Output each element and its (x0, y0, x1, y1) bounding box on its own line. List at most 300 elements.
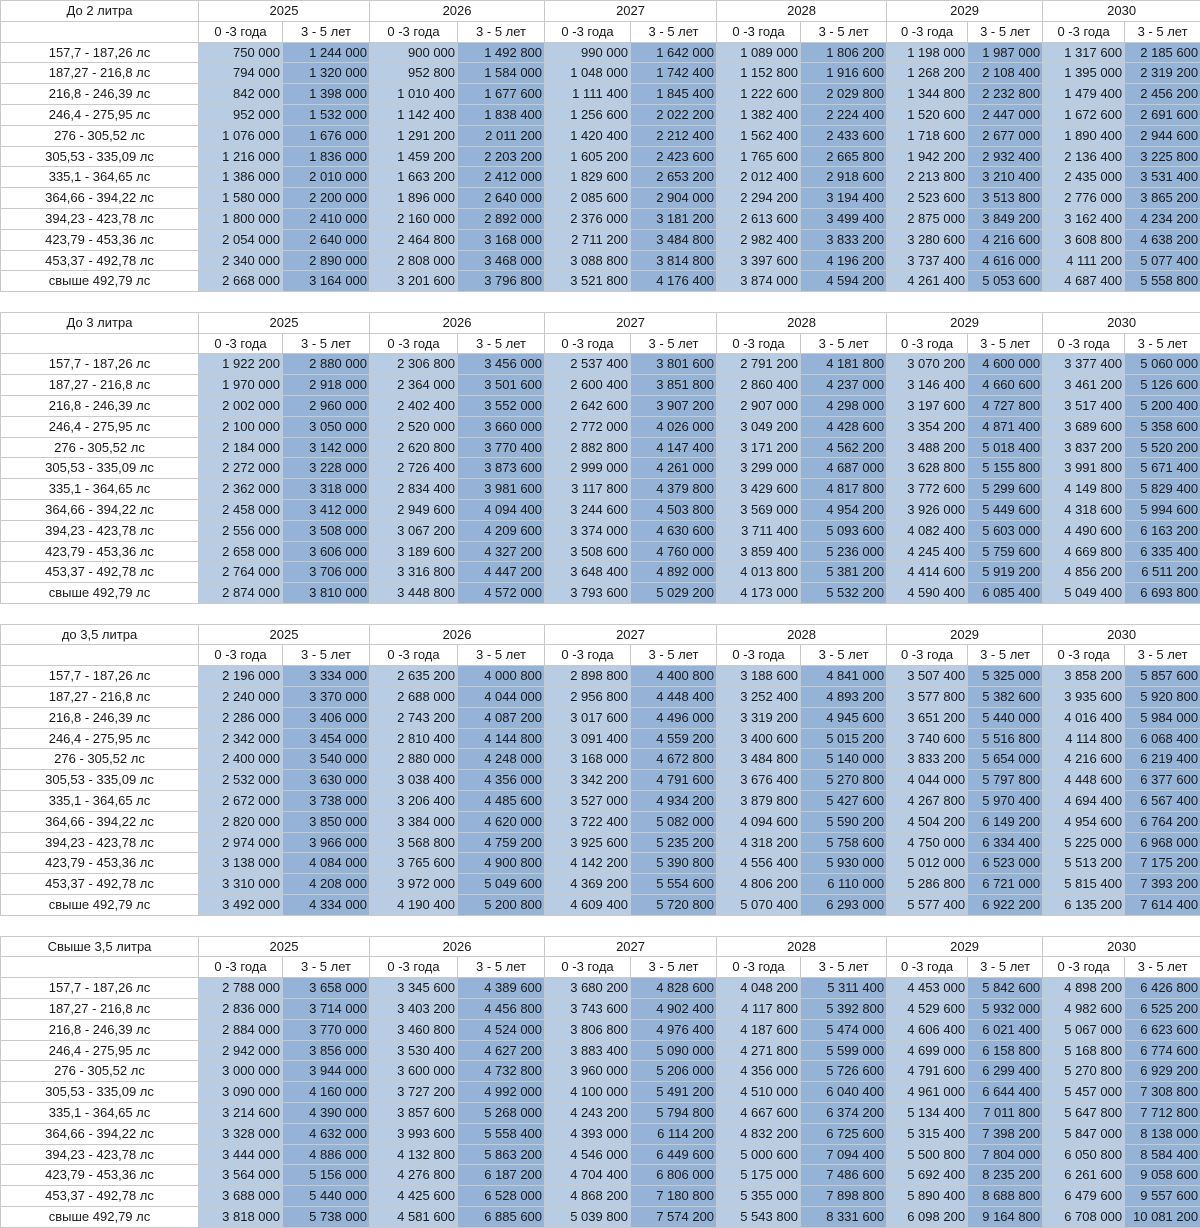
price-cell-0-3[interactable]: 3 648 400 (545, 562, 631, 583)
price-cell-0-3[interactable]: 5 286 800 (887, 874, 968, 895)
price-cell-3-5[interactable]: 6 293 000 (801, 895, 887, 916)
price-cell-0-3[interactable]: 1 562 400 (717, 125, 801, 146)
price-cell-0-3[interactable]: 2 002 000 (199, 396, 283, 417)
price-cell-0-3[interactable]: 1 111 400 (545, 84, 631, 105)
price-cell-0-3[interactable]: 3 400 600 (717, 728, 801, 749)
price-cell-0-3[interactable]: 2 875 000 (887, 208, 968, 229)
price-cell-0-3[interactable]: 1 672 600 (1043, 104, 1125, 125)
price-cell-3-5[interactable]: 5 738 000 (283, 1206, 370, 1227)
price-cell-3-5[interactable]: 4 732 800 (458, 1061, 545, 1082)
price-cell-0-3[interactable]: 2 376 000 (545, 208, 631, 229)
price-cell-0-3[interactable]: 3 508 600 (545, 541, 631, 562)
price-cell-0-3[interactable]: 2 136 400 (1043, 146, 1125, 167)
price-cell-0-3[interactable]: 3 793 600 (545, 583, 631, 604)
empty-corner-cell[interactable] (1, 333, 199, 354)
age-header-0-3[interactable]: 0 -3 года (717, 957, 801, 978)
age-header-3-5[interactable]: 3 - 5 лет (1125, 21, 1200, 42)
price-cell-0-3[interactable]: 3 991 800 (1043, 458, 1125, 479)
price-cell-3-5[interactable]: 2 904 000 (631, 188, 717, 209)
price-cell-0-3[interactable]: 4 044 000 (887, 770, 968, 791)
price-cell-3-5[interactable]: 5 200 400 (1125, 396, 1200, 417)
price-cell-3-5[interactable]: 5 532 200 (801, 583, 887, 604)
price-cell-0-3[interactable]: 2 635 200 (370, 666, 458, 687)
price-cell-3-5[interactable]: 3 484 800 (631, 229, 717, 250)
price-cell-0-3[interactable]: 2 340 000 (199, 250, 283, 271)
price-cell-3-5[interactable]: 3 406 000 (283, 707, 370, 728)
price-cell-0-3[interactable]: 3 171 200 (717, 437, 801, 458)
price-cell-0-3[interactable]: 3 197 600 (887, 396, 968, 417)
price-cell-3-5[interactable]: 2 456 200 (1125, 84, 1200, 105)
age-header-3-5[interactable]: 3 - 5 лет (283, 333, 370, 354)
price-cell-3-5[interactable]: 6 085 400 (968, 583, 1043, 604)
price-cell-0-3[interactable]: 4 048 200 (717, 978, 801, 999)
price-cell-3-5[interactable]: 3 865 200 (1125, 188, 1200, 209)
price-cell-0-3[interactable]: 5 890 400 (887, 1186, 968, 1207)
age-header-0-3[interactable]: 0 -3 года (1043, 21, 1125, 42)
price-cell-0-3[interactable]: 2 464 800 (370, 229, 458, 250)
price-cell-3-5[interactable]: 8 138 000 (1125, 1123, 1200, 1144)
price-cell-0-3[interactable]: 5 457 000 (1043, 1082, 1125, 1103)
price-cell-3-5[interactable]: 5 140 000 (801, 749, 887, 770)
price-cell-0-3[interactable]: 1 663 200 (370, 167, 458, 188)
price-cell-3-5[interactable]: 4 400 800 (631, 666, 717, 687)
age-header-3-5[interactable]: 3 - 5 лет (458, 957, 545, 978)
price-cell-0-3[interactable]: 3 568 800 (370, 832, 458, 853)
age-header-0-3[interactable]: 0 -3 года (887, 21, 968, 42)
price-cell-0-3[interactable]: 2 286 000 (199, 707, 283, 728)
price-cell-3-5[interactable]: 2 447 000 (968, 104, 1043, 125)
age-header-0-3[interactable]: 0 -3 года (717, 21, 801, 42)
price-cell-3-5[interactable]: 3 181 200 (631, 208, 717, 229)
price-cell-3-5[interactable]: 2 433 600 (801, 125, 887, 146)
price-cell-3-5[interactable]: 3 412 000 (283, 500, 370, 521)
price-cell-3-5[interactable]: 5 236 000 (801, 541, 887, 562)
price-cell-3-5[interactable]: 7 393 200 (1125, 874, 1200, 895)
price-cell-3-5[interactable]: 4 630 600 (631, 520, 717, 541)
price-cell-3-5[interactable]: 5 268 000 (458, 1102, 545, 1123)
price-cell-0-3[interactable]: 4 687 400 (1043, 271, 1125, 292)
price-cell-3-5[interactable]: 6 721 000 (968, 874, 1043, 895)
price-cell-0-3[interactable]: 4 669 800 (1043, 541, 1125, 562)
price-cell-0-3[interactable]: 3 090 000 (199, 1082, 283, 1103)
price-cell-0-3[interactable]: 3 488 200 (887, 437, 968, 458)
price-cell-3-5[interactable]: 5 554 600 (631, 874, 717, 895)
age-header-0-3[interactable]: 0 -3 года (1043, 333, 1125, 354)
price-cell-3-5[interactable]: 4 248 000 (458, 749, 545, 770)
price-cell-0-3[interactable]: 2 788 000 (199, 978, 283, 999)
price-cell-3-5[interactable]: 5 516 800 (968, 728, 1043, 749)
price-cell-3-5[interactable]: 4 627 200 (458, 1040, 545, 1061)
empty-corner-cell[interactable] (1, 21, 199, 42)
price-cell-3-5[interactable]: 5 126 600 (1125, 375, 1200, 396)
price-cell-0-3[interactable]: 5 543 800 (717, 1206, 801, 1227)
price-cell-0-3[interactable]: 2 520 000 (370, 416, 458, 437)
price-cell-3-5[interactable]: 2 918 000 (283, 375, 370, 396)
hp-range-label[interactable]: 305,53 - 335,09 лс (1, 146, 199, 167)
price-cell-3-5[interactable]: 2 212 400 (631, 125, 717, 146)
price-cell-0-3[interactable]: 4 490 600 (1043, 520, 1125, 541)
price-cell-0-3[interactable]: 1 890 400 (1043, 125, 1125, 146)
price-cell-0-3[interactable]: 3 049 200 (717, 416, 801, 437)
block-title[interactable]: до 3,5 литра (1, 624, 199, 645)
hp-range-label[interactable]: 276 - 305,52 лс (1, 749, 199, 770)
price-cell-3-5[interactable]: 5 358 600 (1125, 416, 1200, 437)
age-header-3-5[interactable]: 3 - 5 лет (801, 957, 887, 978)
price-cell-3-5[interactable]: 2 677 000 (968, 125, 1043, 146)
hp-range-label[interactable]: 216,8 - 246,39 лс (1, 84, 199, 105)
price-cell-3-5[interactable]: 4 791 600 (631, 770, 717, 791)
price-cell-0-3[interactable]: 4 806 200 (717, 874, 801, 895)
price-cell-0-3[interactable]: 3 461 200 (1043, 375, 1125, 396)
price-cell-0-3[interactable]: 3 448 800 (370, 583, 458, 604)
price-cell-3-5[interactable]: 5 381 200 (801, 562, 887, 583)
price-cell-0-3[interactable]: 3 569 000 (717, 500, 801, 521)
price-cell-0-3[interactable]: 2 834 400 (370, 479, 458, 500)
price-cell-0-3[interactable]: 4 016 400 (1043, 707, 1125, 728)
hp-range-label[interactable]: 453,37 - 492,78 лс (1, 1186, 199, 1207)
price-cell-3-5[interactable]: 5 857 600 (1125, 666, 1200, 687)
hp-range-label[interactable]: 394,23 - 423,78 лс (1, 1144, 199, 1165)
empty-corner-cell[interactable] (1, 957, 199, 978)
price-cell-3-5[interactable]: 3 856 000 (283, 1040, 370, 1061)
price-cell-3-5[interactable]: 3 501 600 (458, 375, 545, 396)
price-cell-3-5[interactable]: 3 770 000 (283, 1019, 370, 1040)
price-cell-0-3[interactable]: 1 317 600 (1043, 42, 1125, 63)
price-cell-0-3[interactable]: 3 146 400 (887, 375, 968, 396)
price-cell-0-3[interactable]: 3 676 400 (717, 770, 801, 791)
price-cell-0-3[interactable]: 2 982 400 (717, 229, 801, 250)
year-header[interactable]: 2025 (199, 936, 370, 957)
price-cell-0-3[interactable]: 2 949 600 (370, 500, 458, 521)
price-cell-3-5[interactable]: 5 603 000 (968, 520, 1043, 541)
price-cell-3-5[interactable]: 2 640 000 (458, 188, 545, 209)
price-cell-0-3[interactable]: 1 718 600 (887, 125, 968, 146)
age-header-0-3[interactable]: 0 -3 года (545, 957, 631, 978)
price-cell-3-5[interactable]: 5 930 000 (801, 853, 887, 874)
price-cell-3-5[interactable]: 5 206 000 (631, 1061, 717, 1082)
block-title[interactable]: До 3 литра (1, 312, 199, 333)
price-cell-3-5[interactable]: 4 660 600 (968, 375, 1043, 396)
price-cell-0-3[interactable]: 3 377 400 (1043, 354, 1125, 375)
price-cell-3-5[interactable]: 4 760 000 (631, 541, 717, 562)
hp-range-label[interactable]: 394,23 - 423,78 лс (1, 208, 199, 229)
age-header-3-5[interactable]: 3 - 5 лет (458, 645, 545, 666)
price-cell-3-5[interactable]: 5 311 400 (801, 978, 887, 999)
price-cell-3-5[interactable]: 4 000 800 (458, 666, 545, 687)
price-cell-3-5[interactable]: 2 319 200 (1125, 63, 1200, 84)
age-header-3-5[interactable]: 3 - 5 лет (968, 957, 1043, 978)
price-cell-0-3[interactable]: 4 954 600 (1043, 811, 1125, 832)
price-cell-0-3[interactable]: 4 546 000 (545, 1144, 631, 1165)
price-cell-3-5[interactable]: 3 801 600 (631, 354, 717, 375)
price-cell-3-5[interactable]: 5 558 400 (458, 1123, 545, 1144)
price-cell-3-5[interactable]: 4 181 800 (801, 354, 887, 375)
price-cell-0-3[interactable]: 3 521 800 (545, 271, 631, 292)
price-cell-0-3[interactable]: 3 316 800 (370, 562, 458, 583)
price-cell-0-3[interactable]: 2 820 000 (199, 811, 283, 832)
hp-range-label[interactable]: 335,1 - 364,65 лс (1, 479, 199, 500)
price-cell-0-3[interactable]: 2 213 800 (887, 167, 968, 188)
age-header-0-3[interactable]: 0 -3 года (1043, 957, 1125, 978)
price-cell-0-3[interactable]: 5 000 600 (717, 1144, 801, 1165)
price-cell-3-5[interactable]: 7 486 600 (801, 1165, 887, 1186)
price-cell-3-5[interactable]: 5 842 600 (968, 978, 1043, 999)
price-cell-0-3[interactable]: 3 972 000 (370, 874, 458, 895)
price-cell-0-3[interactable]: 1 395 000 (1043, 63, 1125, 84)
price-cell-3-5[interactable]: 1 916 600 (801, 63, 887, 84)
year-header[interactable]: 2028 (717, 624, 887, 645)
price-cell-3-5[interactable]: 5 235 200 (631, 832, 717, 853)
price-cell-0-3[interactable]: 3 883 400 (545, 1040, 631, 1061)
price-cell-0-3[interactable]: 3 530 400 (370, 1040, 458, 1061)
price-cell-3-5[interactable]: 4 954 200 (801, 500, 887, 521)
price-cell-3-5[interactable]: 4 485 600 (458, 791, 545, 812)
price-cell-3-5[interactable]: 2 410 000 (283, 208, 370, 229)
price-cell-3-5[interactable]: 7 180 800 (631, 1186, 717, 1207)
price-cell-0-3[interactable]: 4 791 600 (887, 1061, 968, 1082)
price-cell-0-3[interactable]: 3 168 000 (545, 749, 631, 770)
price-cell-3-5[interactable]: 6 528 000 (458, 1186, 545, 1207)
price-cell-3-5[interactable]: 5 060 000 (1125, 354, 1200, 375)
price-cell-0-3[interactable]: 4 318 200 (717, 832, 801, 853)
price-cell-3-5[interactable]: 1 677 600 (458, 84, 545, 105)
hp-range-label[interactable]: 335,1 - 364,65 лс (1, 167, 199, 188)
price-cell-3-5[interactable]: 4 044 000 (458, 687, 545, 708)
price-cell-3-5[interactable]: 4 638 200 (1125, 229, 1200, 250)
hp-range-label[interactable]: 157,7 - 187,26 лс (1, 666, 199, 687)
hp-range-label[interactable]: 157,7 - 187,26 лс (1, 42, 199, 63)
price-cell-0-3[interactable]: 3 384 000 (370, 811, 458, 832)
price-cell-3-5[interactable]: 5 155 800 (968, 458, 1043, 479)
price-cell-0-3[interactable]: 3 765 600 (370, 853, 458, 874)
price-cell-3-5[interactable]: 4 147 400 (631, 437, 717, 458)
price-cell-0-3[interactable]: 4 111 200 (1043, 250, 1125, 271)
hp-range-label[interactable]: 394,23 - 423,78 лс (1, 832, 199, 853)
price-cell-0-3[interactable]: 2 600 400 (545, 375, 631, 396)
price-cell-3-5[interactable]: 6 114 200 (631, 1123, 717, 1144)
price-cell-3-5[interactable]: 3 142 000 (283, 437, 370, 458)
hp-range-label[interactable]: 187,27 - 216,8 лс (1, 375, 199, 396)
price-cell-3-5[interactable]: 5 671 400 (1125, 458, 1200, 479)
price-cell-3-5[interactable]: 4 900 800 (458, 853, 545, 874)
price-cell-3-5[interactable]: 4 562 200 (801, 437, 887, 458)
year-header[interactable]: 2028 (717, 312, 887, 333)
price-cell-3-5[interactable]: 3 658 000 (283, 978, 370, 999)
price-cell-3-5[interactable]: 3 334 000 (283, 666, 370, 687)
hp-range-label[interactable]: 305,53 - 335,09 лс (1, 458, 199, 479)
price-cell-3-5[interactable]: 2 022 200 (631, 104, 717, 125)
price-cell-3-5[interactable]: 4 428 600 (801, 416, 887, 437)
price-cell-0-3[interactable]: 4 245 400 (887, 541, 968, 562)
price-cell-0-3[interactable]: 5 355 000 (717, 1186, 801, 1207)
price-cell-3-5[interactable]: 5 200 800 (458, 895, 545, 916)
price-cell-3-5[interactable]: 3 966 000 (283, 832, 370, 853)
price-cell-0-3[interactable]: 1 344 800 (887, 84, 968, 105)
hp-range-label[interactable]: 216,8 - 246,39 лс (1, 707, 199, 728)
price-cell-0-3[interactable]: 3 067 200 (370, 520, 458, 541)
hp-range-label[interactable]: свыше 492,79 лс (1, 271, 199, 292)
price-cell-3-5[interactable]: 4 817 800 (801, 479, 887, 500)
price-cell-3-5[interactable]: 7 614 400 (1125, 895, 1200, 916)
year-header[interactable]: 2030 (1043, 624, 1200, 645)
age-header-3-5[interactable]: 3 - 5 лет (631, 957, 717, 978)
price-cell-0-3[interactable]: 4 261 400 (887, 271, 968, 292)
price-cell-0-3[interactable]: 2 196 000 (199, 666, 283, 687)
price-cell-0-3[interactable]: 4 590 400 (887, 583, 968, 604)
age-header-3-5[interactable]: 3 - 5 лет (458, 21, 545, 42)
price-cell-3-5[interactable]: 5 015 200 (801, 728, 887, 749)
age-header-3-5[interactable]: 3 - 5 лет (801, 645, 887, 666)
price-cell-3-5[interactable]: 6 299 400 (968, 1061, 1043, 1082)
price-cell-0-3[interactable]: 3 492 000 (199, 895, 283, 916)
price-cell-0-3[interactable]: 3 117 800 (545, 479, 631, 500)
price-cell-3-5[interactable]: 3 454 000 (283, 728, 370, 749)
price-cell-0-3[interactable]: 5 513 200 (1043, 853, 1125, 874)
price-cell-0-3[interactable]: 4 243 200 (545, 1102, 631, 1123)
price-cell-3-5[interactable]: 3 630 000 (283, 770, 370, 791)
price-cell-3-5[interactable]: 1 398 000 (283, 84, 370, 105)
hp-range-label[interactable]: 276 - 305,52 лс (1, 1061, 199, 1082)
price-cell-0-3[interactable]: 3 201 600 (370, 271, 458, 292)
price-cell-3-5[interactable]: 3 606 000 (283, 541, 370, 562)
age-header-3-5[interactable]: 3 - 5 лет (1125, 957, 1200, 978)
price-cell-3-5[interactable]: 4 893 200 (801, 687, 887, 708)
price-cell-3-5[interactable]: 4 389 600 (458, 978, 545, 999)
hp-range-label[interactable]: 453,37 - 492,78 лс (1, 874, 199, 895)
price-cell-0-3[interactable]: 3 517 400 (1043, 396, 1125, 417)
price-cell-3-5[interactable]: 3 944 000 (283, 1061, 370, 1082)
price-cell-3-5[interactable]: 1 836 000 (283, 146, 370, 167)
price-cell-0-3[interactable]: 4 132 800 (370, 1144, 458, 1165)
age-header-3-5[interactable]: 3 - 5 лет (968, 645, 1043, 666)
price-cell-3-5[interactable]: 4 327 200 (458, 541, 545, 562)
price-cell-3-5[interactable]: 4 828 600 (631, 978, 717, 999)
price-cell-0-3[interactable]: 4 510 000 (717, 1082, 801, 1103)
price-cell-3-5[interactable]: 4 084 000 (283, 853, 370, 874)
price-cell-0-3[interactable]: 3 328 000 (199, 1123, 283, 1144)
price-cell-3-5[interactable]: 3 849 200 (968, 208, 1043, 229)
price-cell-0-3[interactable]: 2 085 600 (545, 188, 631, 209)
age-header-3-5[interactable]: 3 - 5 лет (283, 957, 370, 978)
age-header-0-3[interactable]: 0 -3 года (370, 21, 458, 42)
price-cell-3-5[interactable]: 5 863 200 (458, 1144, 545, 1165)
age-header-3-5[interactable]: 3 - 5 лет (968, 333, 1043, 354)
price-cell-0-3[interactable]: 3 737 400 (887, 250, 968, 271)
price-cell-0-3[interactable]: 794 000 (199, 63, 283, 84)
age-header-3-5[interactable]: 3 - 5 лет (801, 333, 887, 354)
price-cell-0-3[interactable]: 2 012 400 (717, 167, 801, 188)
price-cell-0-3[interactable]: 952 000 (199, 104, 283, 125)
price-cell-3-5[interactable]: 6 163 200 (1125, 520, 1200, 541)
price-cell-3-5[interactable]: 4 356 000 (458, 770, 545, 791)
year-header[interactable]: 2027 (545, 1, 717, 22)
price-cell-3-5[interactable]: 5 029 200 (631, 583, 717, 604)
price-cell-3-5[interactable]: 5 590 200 (801, 811, 887, 832)
age-header-3-5[interactable]: 3 - 5 лет (1125, 333, 1200, 354)
price-cell-0-3[interactable]: 5 315 400 (887, 1123, 968, 1144)
price-cell-3-5[interactable]: 5 325 000 (968, 666, 1043, 687)
price-cell-0-3[interactable]: 4 832 200 (717, 1123, 801, 1144)
price-cell-0-3[interactable]: 5 067 000 (1043, 1019, 1125, 1040)
price-cell-0-3[interactable]: 1 222 600 (717, 84, 801, 105)
price-cell-3-5[interactable]: 1 742 400 (631, 63, 717, 84)
price-cell-0-3[interactable]: 5 647 800 (1043, 1102, 1125, 1123)
price-cell-3-5[interactable]: 5 520 200 (1125, 437, 1200, 458)
price-cell-3-5[interactable]: 3 194 400 (801, 188, 887, 209)
price-cell-3-5[interactable]: 3 513 800 (968, 188, 1043, 209)
price-cell-3-5[interactable]: 5 797 800 (968, 770, 1043, 791)
price-cell-3-5[interactable]: 1 806 200 (801, 42, 887, 63)
price-cell-0-3[interactable]: 4 529 600 (887, 998, 968, 1019)
price-cell-3-5[interactable]: 2 203 200 (458, 146, 545, 167)
hp-range-label[interactable]: 246,4 - 275,95 лс (1, 416, 199, 437)
price-cell-3-5[interactable]: 3 456 000 (458, 354, 545, 375)
age-header-3-5[interactable]: 3 - 5 лет (631, 333, 717, 354)
price-cell-0-3[interactable]: 4 369 200 (545, 874, 631, 895)
price-cell-0-3[interactable]: 4 609 400 (545, 895, 631, 916)
price-cell-3-5[interactable]: 4 209 600 (458, 520, 545, 541)
price-cell-3-5[interactable]: 9 164 800 (968, 1206, 1043, 1227)
price-cell-3-5[interactable]: 4 672 800 (631, 749, 717, 770)
hp-range-label[interactable]: 364,66 - 394,22 лс (1, 188, 199, 209)
price-cell-0-3[interactable]: 3 925 600 (545, 832, 631, 853)
price-cell-0-3[interactable]: 4 117 800 (717, 998, 801, 1019)
price-cell-3-5[interactable]: 3 370 000 (283, 687, 370, 708)
price-cell-3-5[interactable]: 7 574 200 (631, 1206, 717, 1227)
price-cell-3-5[interactable]: 2 423 600 (631, 146, 717, 167)
price-cell-0-3[interactable]: 1 152 800 (717, 63, 801, 84)
price-cell-3-5[interactable]: 2 412 000 (458, 167, 545, 188)
price-cell-3-5[interactable]: 2 691 600 (1125, 104, 1200, 125)
price-cell-3-5[interactable]: 2 932 400 (968, 146, 1043, 167)
year-header[interactable]: 2029 (887, 624, 1043, 645)
price-cell-3-5[interactable]: 5 558 800 (1125, 271, 1200, 292)
price-cell-3-5[interactable]: 5 970 400 (968, 791, 1043, 812)
price-cell-0-3[interactable]: 2 613 600 (717, 208, 801, 229)
age-header-3-5[interactable]: 3 - 5 лет (458, 333, 545, 354)
age-header-0-3[interactable]: 0 -3 года (717, 333, 801, 354)
hp-range-label[interactable]: свыше 492,79 лс (1, 895, 199, 916)
price-cell-3-5[interactable]: 6 158 800 (968, 1040, 1043, 1061)
price-cell-0-3[interactable]: 3 879 800 (717, 791, 801, 812)
year-header[interactable]: 2025 (199, 624, 370, 645)
price-cell-0-3[interactable]: 3 088 800 (545, 250, 631, 271)
price-cell-0-3[interactable]: 2 808 000 (370, 250, 458, 271)
price-cell-0-3[interactable]: 3 342 200 (545, 770, 631, 791)
price-cell-0-3[interactable]: 3 608 800 (1043, 229, 1125, 250)
age-header-0-3[interactable]: 0 -3 года (370, 957, 458, 978)
price-cell-3-5[interactable]: 6 335 400 (1125, 541, 1200, 562)
price-cell-3-5[interactable]: 5 491 200 (631, 1082, 717, 1103)
price-cell-3-5[interactable]: 2 960 000 (283, 396, 370, 417)
price-cell-3-5[interactable]: 2 224 400 (801, 104, 887, 125)
price-cell-0-3[interactable]: 2 836 000 (199, 998, 283, 1019)
price-cell-0-3[interactable]: 2 956 800 (545, 687, 631, 708)
price-cell-3-5[interactable]: 6 021 400 (968, 1019, 1043, 1040)
price-cell-3-5[interactable]: 4 261 000 (631, 458, 717, 479)
price-cell-0-3[interactable]: 1 198 000 (887, 42, 968, 63)
price-cell-3-5[interactable]: 5 090 000 (631, 1040, 717, 1061)
hp-range-label[interactable]: свыше 492,79 лс (1, 583, 199, 604)
price-cell-0-3[interactable]: 2 810 400 (370, 728, 458, 749)
price-cell-3-5[interactable]: 8 584 400 (1125, 1144, 1200, 1165)
price-cell-0-3[interactable]: 6 479 600 (1043, 1186, 1125, 1207)
price-cell-3-5[interactable]: 6 511 200 (1125, 562, 1200, 583)
price-cell-0-3[interactable]: 4 856 200 (1043, 562, 1125, 583)
price-cell-3-5[interactable]: 6 187 200 (458, 1165, 545, 1186)
price-cell-0-3[interactable]: 1 580 000 (199, 188, 283, 209)
price-cell-3-5[interactable]: 4 976 400 (631, 1019, 717, 1040)
